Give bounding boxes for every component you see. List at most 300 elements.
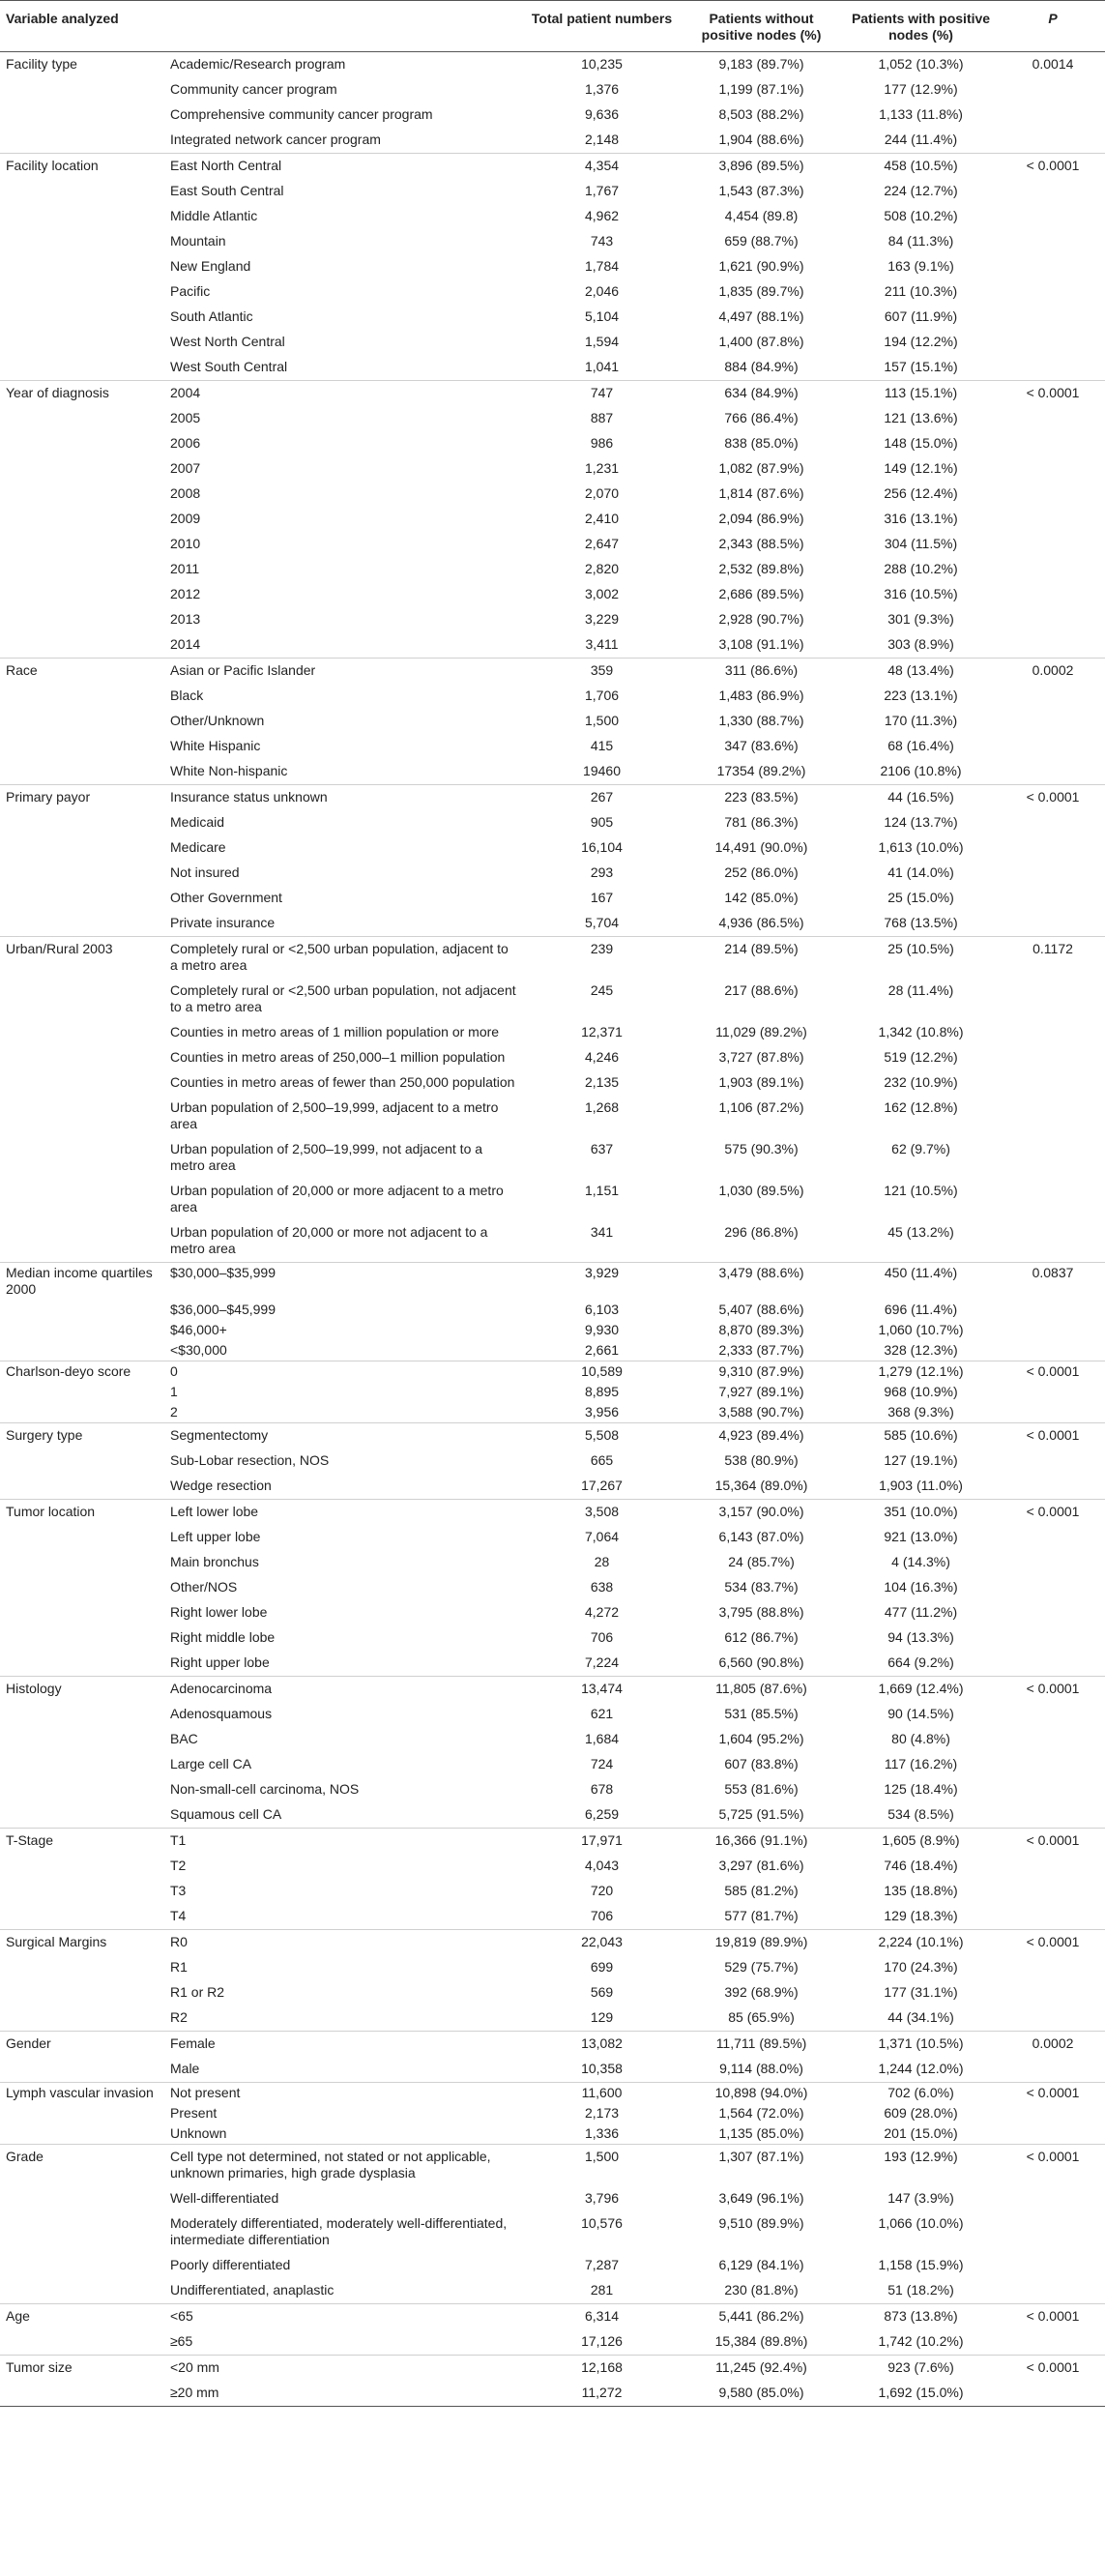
- without-cell: 4,497 (88.1%): [718, 308, 804, 324]
- table-header: [0, 1, 1105, 52]
- with-cell: 519 (12.2%): [884, 1049, 958, 1065]
- table-row: [0, 52, 1105, 78]
- without-cell: 1,604 (95.2%): [718, 1731, 804, 1746]
- variable-label: Facility type: [6, 56, 77, 72]
- category-label: Cell type not determined, not stated or not applicable, unknown primaries, high grade dysplasia: [164, 2145, 522, 2187]
- variable-label: Surgical Margins: [0, 1930, 164, 1956]
- without-cell: 214 (89.5%): [682, 937, 841, 980]
- total-cell: 2,647: [584, 536, 620, 551]
- total-cell: 2,173: [584, 2105, 620, 2121]
- variable-label: Gender: [0, 2032, 164, 2058]
- without-cell: 3,727 (87.8%): [718, 1049, 804, 1065]
- without-cell: 142 (85.0%): [724, 890, 799, 905]
- p-value-empty: [1001, 2057, 1105, 2083]
- without-cell: 296 (86.8%): [724, 1224, 799, 1240]
- total-cell: 1,151: [584, 1183, 620, 1198]
- total-cell: 17,126: [581, 2333, 623, 2349]
- category-label: Sub-Lobar resection, NOS: [170, 1452, 330, 1468]
- variable-label-empty: [0, 532, 164, 557]
- without-cell: 1,543 (87.3%): [718, 183, 804, 198]
- with-cell: 68 (16.4%): [887, 738, 954, 753]
- variable-label-empty: [0, 1651, 164, 1677]
- category-label: Wedge resection: [170, 1478, 272, 1493]
- total-cell: 678: [590, 1781, 614, 1797]
- with-cell: 1,742 (10.2%): [878, 2333, 964, 2349]
- total-cell: 4,246: [584, 1049, 620, 1065]
- p-value-empty: [1001, 709, 1105, 734]
- with-cell: 1,669 (12.4%): [841, 1677, 1001, 1703]
- variable-label-empty: [0, 330, 164, 355]
- total-cell: 10,235: [581, 56, 623, 72]
- p-value: < 0.0001: [1001, 2356, 1105, 2382]
- p-value-empty: [1001, 254, 1105, 279]
- table-row: [0, 911, 1105, 937]
- category-label: 2013: [170, 611, 201, 627]
- category-label: 1: [170, 1384, 178, 1399]
- category-label: Urban population of 2,500–19,999, not adjacent to a metro area: [170, 1141, 483, 1173]
- total-cell: 2,820: [584, 561, 620, 576]
- table-row: [0, 330, 1105, 355]
- table-row: [0, 2356, 1105, 2382]
- without-cell: 19,819 (89.9%): [682, 1930, 841, 1956]
- without-cell: 2,928 (90.7%): [718, 611, 804, 627]
- total-cell: 5,704: [584, 915, 620, 930]
- with-cell: 303 (8.9%): [887, 636, 954, 652]
- without-cell: 10,898 (94.0%): [682, 2083, 841, 2104]
- variable-label: Tumor location: [0, 1500, 164, 1526]
- table-row: [0, 1263, 1105, 1301]
- variable-label-empty: [0, 911, 164, 937]
- table-row: [0, 1904, 1105, 1930]
- total-cell: 637: [590, 1141, 614, 1156]
- total-cell: 3,229: [584, 611, 620, 627]
- table-row: [0, 785, 1105, 811]
- without-cell: 1,814 (87.6%): [718, 485, 804, 501]
- variable-label-empty: [0, 1955, 164, 1980]
- without-cell: 838 (85.0%): [724, 435, 799, 451]
- with-cell: 702 (6.0%): [841, 2083, 1001, 2104]
- header-p: P: [1001, 1, 1105, 52]
- table-row: [0, 1382, 1105, 1402]
- category-label: Right lower lobe: [170, 1604, 268, 1620]
- p-value-empty: [1001, 1980, 1105, 2005]
- table-row: [0, 1802, 1105, 1829]
- category-label: Male: [170, 2061, 200, 2076]
- without-cell: 6,560 (90.8%): [718, 1654, 804, 1670]
- variable-label-empty: [0, 179, 164, 204]
- without-cell: 392 (68.9%): [724, 1984, 799, 2000]
- total-cell: 2,148: [584, 132, 620, 147]
- table-row: [0, 456, 1105, 482]
- variable-label-empty: [0, 355, 164, 381]
- without-cell: 1,135 (85.0%): [718, 2125, 804, 2141]
- category-label: 2014: [170, 636, 201, 652]
- with-cell: 746 (18.4%): [884, 1858, 958, 1873]
- without-cell: 1,904 (88.6%): [718, 132, 804, 147]
- total-cell: 7,287: [584, 2257, 620, 2272]
- table-row: [0, 557, 1105, 582]
- without-cell: 11,029 (89.2%): [715, 1024, 807, 1039]
- total-cell: 3,002: [584, 586, 620, 601]
- total-cell: 9,930: [584, 1322, 620, 1337]
- variable-label-empty: [0, 456, 164, 482]
- table-row: [0, 279, 1105, 305]
- variable-label-empty: [0, 254, 164, 279]
- category-label: R1: [170, 1959, 188, 1975]
- p-value-empty: [1001, 1600, 1105, 1625]
- total-cell: 8,895: [584, 1384, 620, 1399]
- variable-label-empty: [0, 1474, 164, 1500]
- category-label: Pacific: [170, 283, 211, 299]
- p-value-empty: [1001, 1727, 1105, 1752]
- table-row: [0, 2329, 1105, 2356]
- variable-label-empty: [0, 507, 164, 532]
- category-label: New England: [170, 258, 251, 274]
- p-value-empty: [1001, 77, 1105, 102]
- with-cell: 163 (9.1%): [887, 258, 954, 274]
- variable-label-empty: [0, 2329, 164, 2356]
- without-cell: 529 (75.7%): [724, 1959, 799, 1975]
- p-value-empty: [1001, 1702, 1105, 1727]
- with-cell: 923 (7.6%): [841, 2356, 1001, 2382]
- table-row: [0, 607, 1105, 632]
- without-cell: 252 (86.0%): [724, 864, 799, 880]
- without-cell: 3,157 (90.0%): [682, 1500, 841, 1526]
- with-cell: 607 (11.9%): [884, 308, 958, 324]
- p-value-empty: [1001, 2005, 1105, 2032]
- p-value: < 0.0001: [1001, 1361, 1105, 1383]
- category-label: R1 or R2: [170, 1984, 225, 2000]
- table-row: [0, 1829, 1105, 1855]
- variable-label-empty: [0, 1045, 164, 1070]
- table-row: [0, 1045, 1105, 1070]
- with-cell: 193 (12.9%): [841, 2145, 1001, 2187]
- total-cell: 1,268: [584, 1099, 620, 1115]
- variable-label-empty: [0, 2123, 164, 2145]
- table-body: [0, 52, 1105, 2407]
- without-cell: 5,441 (86.2%): [682, 2304, 841, 2330]
- table-row: [0, 154, 1105, 180]
- category-label: Completely rural or <2,500 urban population, not adjacent to a metro area: [170, 982, 516, 1014]
- category-label: Large cell CA: [170, 1756, 252, 1771]
- p-value-empty: [1001, 1777, 1105, 1802]
- table-row: [0, 1474, 1105, 1500]
- without-cell: 3,649 (96.1%): [718, 2190, 804, 2206]
- total-cell: 743: [590, 233, 614, 249]
- with-cell: 664 (9.2%): [887, 1654, 954, 1670]
- p-value-empty: [1001, 102, 1105, 128]
- p-value-empty: [1001, 759, 1105, 785]
- with-cell: 1,052 (10.3%): [878, 56, 964, 72]
- p-value-empty: [1001, 1575, 1105, 1600]
- category-label: Comprehensive community cancer program: [170, 106, 433, 122]
- table-row: [0, 684, 1105, 709]
- p-value-empty: [1001, 2381, 1105, 2407]
- category-label: Left lower lobe: [164, 1500, 522, 1526]
- category-label: White Hispanic: [170, 738, 261, 753]
- category-label: Counties in metro areas of fewer than 250,000 population: [170, 1074, 515, 1090]
- without-cell: 1,835 (89.7%): [718, 283, 804, 299]
- category-label: Completely rural or <2,500 urban population, adjacent to a metro area: [164, 937, 522, 980]
- p-value-empty: [1001, 279, 1105, 305]
- p-value-empty: [1001, 1879, 1105, 1904]
- table-row: [0, 1402, 1105, 1423]
- variable-label-empty: [0, 1179, 164, 1220]
- with-cell: 301 (9.3%): [887, 611, 954, 627]
- with-cell: 368 (9.3%): [887, 1404, 954, 1420]
- with-cell: 45 (13.2%): [887, 1224, 954, 1240]
- with-cell: 121 (13.6%): [884, 410, 958, 425]
- p-value: < 0.0001: [1001, 1423, 1105, 1449]
- p-value: 0.0002: [1001, 2032, 1105, 2058]
- total-cell: 986: [590, 435, 614, 451]
- p-value-empty: [1001, 979, 1105, 1020]
- without-cell: 6,143 (87.0%): [718, 1529, 804, 1544]
- table-row: [0, 1361, 1105, 1383]
- total-cell: 12,168: [522, 2356, 682, 2382]
- category-label: East South Central: [170, 183, 284, 198]
- without-cell: 5,725 (91.5%): [718, 1806, 804, 1822]
- with-cell: 194 (12.2%): [884, 334, 958, 349]
- p-value: 0.0014: [1032, 56, 1074, 72]
- total-cell: 28: [594, 1554, 610, 1569]
- total-cell: 13,474: [522, 1677, 682, 1703]
- variable-label-empty: [0, 2103, 164, 2123]
- variable-label-empty: [0, 1137, 164, 1179]
- with-cell: 62 (9.7%): [891, 1141, 950, 1156]
- variable-label-empty: [0, 1070, 164, 1096]
- total-cell: 7,064: [584, 1529, 620, 1544]
- variable-label-empty: [0, 886, 164, 911]
- table-row: [0, 1449, 1105, 1474]
- total-cell: 3,796: [584, 2190, 620, 2206]
- table-row: [0, 2103, 1105, 2123]
- without-cell: 575 (90.3%): [724, 1141, 799, 1156]
- variable-label: T-Stage: [0, 1829, 164, 1855]
- variable-label-empty: [0, 2253, 164, 2278]
- without-cell: 1,621 (90.9%): [718, 258, 804, 274]
- without-cell: 1,903 (89.1%): [718, 1074, 804, 1090]
- total-cell: 6,314: [522, 2304, 682, 2330]
- category-label: Adenosquamous: [170, 1706, 273, 1721]
- total-cell: 6,259: [584, 1806, 620, 1822]
- p-value-empty: [1001, 607, 1105, 632]
- table-row: [0, 1575, 1105, 1600]
- without-cell: 1,483 (86.9%): [718, 688, 804, 703]
- total-cell: 3,508: [522, 1500, 682, 1526]
- without-cell: 2,094 (86.9%): [718, 511, 804, 526]
- without-cell: 16,366 (91.1%): [682, 1829, 841, 1855]
- header-variable: Variable analyzed: [0, 1, 522, 52]
- table-row: [0, 2186, 1105, 2211]
- p-value-empty: [1001, 1340, 1105, 1361]
- total-cell: 341: [590, 1224, 614, 1240]
- category-label: $46,000+: [170, 1322, 227, 1337]
- total-cell: 9,636: [584, 106, 620, 122]
- without-cell: 15,364 (89.0%): [714, 1478, 808, 1493]
- variable-label-empty: [0, 1879, 164, 1904]
- variable-label-empty: [0, 1525, 164, 1550]
- category-label: Counties in metro areas of 1 million population or more: [170, 1024, 500, 1039]
- with-cell: 149 (12.1%): [884, 460, 958, 476]
- total-cell: 2,070: [584, 485, 620, 501]
- category-label: 2005: [170, 410, 201, 425]
- table-row: [0, 861, 1105, 886]
- category-label: Non-small-cell carcinoma, NOS: [170, 1781, 360, 1797]
- table-row: [0, 582, 1105, 607]
- table-row: [0, 1752, 1105, 1777]
- with-cell: 921 (13.0%): [884, 1529, 958, 1544]
- with-cell: 1,605 (8.9%): [841, 1829, 1001, 1855]
- total-cell: 13,082: [522, 2032, 682, 2058]
- category-label: Medicaid: [170, 814, 225, 830]
- category-label: ≥65: [170, 2333, 193, 2349]
- without-cell: 3,896 (89.5%): [682, 154, 841, 180]
- variable-label-empty: [0, 1980, 164, 2005]
- without-cell: 217 (88.6%): [724, 982, 799, 998]
- with-cell: 1,244 (12.0%): [878, 2061, 964, 2076]
- p-value-empty: [1001, 1525, 1105, 1550]
- with-cell: 44 (34.1%): [887, 2009, 954, 2025]
- total-cell: 747: [522, 381, 682, 407]
- variable-label-empty: [0, 759, 164, 785]
- with-cell: 162 (12.8%): [884, 1099, 958, 1115]
- without-cell: 538 (80.9%): [724, 1452, 799, 1468]
- table-row: [0, 2083, 1105, 2104]
- category-label: 2011: [170, 561, 200, 576]
- p-value-empty: [1001, 355, 1105, 381]
- table-row: [0, 128, 1105, 154]
- with-cell: 458 (10.5%): [841, 154, 1001, 180]
- variable-label-empty: [0, 2186, 164, 2211]
- total-cell: 281: [590, 2282, 614, 2298]
- with-cell: 316 (13.1%): [884, 511, 958, 526]
- total-cell: 10,589: [522, 1361, 682, 1383]
- category-label: Integrated network cancer program: [170, 132, 381, 147]
- table-row: [0, 1423, 1105, 1449]
- category-label: Medicare: [170, 839, 226, 855]
- total-cell: 17,267: [581, 1478, 623, 1493]
- with-cell: 148 (15.0%): [884, 435, 958, 451]
- without-cell: 2,333 (87.7%): [718, 1342, 804, 1358]
- total-cell: 16,104: [581, 839, 623, 855]
- total-cell: 359: [522, 659, 682, 685]
- category-label: Other Government: [170, 890, 282, 905]
- p-value-empty: [1001, 507, 1105, 532]
- total-cell: 19460: [583, 763, 621, 778]
- with-cell: 968 (10.9%): [884, 1384, 958, 1399]
- with-cell: 696 (11.4%): [884, 1302, 958, 1317]
- total-cell: 665: [590, 1452, 614, 1468]
- p-value: 0.0002: [1001, 659, 1105, 685]
- with-cell: 129 (18.3%): [884, 1908, 958, 1923]
- with-cell: 232 (10.9%): [884, 1074, 958, 1090]
- without-cell: 3,108 (91.1%): [718, 636, 804, 652]
- p-value-empty: [1001, 456, 1105, 482]
- without-cell: 766 (86.4%): [724, 410, 799, 425]
- category-label: West North Central: [170, 334, 285, 349]
- variable-label-empty: [0, 1575, 164, 1600]
- p-value: 0.1172: [1001, 937, 1105, 980]
- p-value-empty: [1001, 406, 1105, 431]
- category-label: Middle Atlantic: [170, 208, 258, 223]
- table-row: [0, 2057, 1105, 2083]
- with-cell: 873 (13.8%): [841, 2304, 1001, 2330]
- p-value-empty: [1001, 305, 1105, 330]
- variable-label-empty: [0, 102, 164, 128]
- category-label: Urban population of 20,000 or more adjacent to a metro area: [170, 1183, 504, 1215]
- total-cell: 3,956: [584, 1404, 620, 1420]
- table-row: [0, 1600, 1105, 1625]
- without-cell: 311 (86.6%): [682, 659, 841, 685]
- category-label: Not present: [164, 2083, 522, 2104]
- without-cell: 9,183 (89.7%): [718, 56, 804, 72]
- variable-label-empty: [0, 1320, 164, 1340]
- with-cell: 25 (10.5%): [841, 937, 1001, 980]
- total-cell: 17,971: [522, 1829, 682, 1855]
- without-cell: 2,532 (89.8%): [718, 561, 804, 576]
- variable-label-empty: [0, 1702, 164, 1727]
- category-label: Present: [170, 2105, 218, 2121]
- total-cell: 239: [522, 937, 682, 980]
- p-value-empty: [1001, 1802, 1105, 1829]
- p-value-empty: [1001, 1651, 1105, 1677]
- variable-label-empty: [0, 482, 164, 507]
- p-value-empty: [1001, 557, 1105, 582]
- total-cell: 724: [590, 1756, 614, 1771]
- without-cell: 85 (65.9%): [728, 2009, 795, 2025]
- category-label: 2007: [170, 460, 201, 476]
- with-cell: 244 (11.4%): [884, 132, 958, 147]
- variable-label-empty: [0, 128, 164, 154]
- p-value-empty: [1001, 431, 1105, 456]
- table-row: [0, 381, 1105, 407]
- variable-label-empty: [0, 2278, 164, 2304]
- table-row: [0, 1300, 1105, 1320]
- category-label: 2009: [170, 511, 201, 526]
- p-value-empty: [1001, 179, 1105, 204]
- variable-label-empty: [0, 229, 164, 254]
- without-cell: 347 (83.6%): [724, 738, 799, 753]
- p-value-empty: [1001, 911, 1105, 937]
- with-cell: 1,066 (10.0%): [878, 2215, 964, 2231]
- with-cell: 44 (16.5%): [841, 785, 1001, 811]
- p-value-empty: [1001, 1096, 1105, 1137]
- category-label: Urban population of 2,500–19,999, adjacent to a metro area: [170, 1099, 499, 1131]
- without-cell: 3,795 (88.8%): [718, 1604, 804, 1620]
- without-cell: 1,106 (87.2%): [718, 1099, 804, 1115]
- p-value-empty: [1001, 1137, 1105, 1179]
- variable-label-empty: [0, 1300, 164, 1320]
- total-cell: 11,272: [522, 2381, 682, 2407]
- table-row: [0, 2145, 1105, 2187]
- total-cell: 3,929: [522, 1263, 682, 1301]
- variable-label-empty: [0, 810, 164, 835]
- total-cell: 4,043: [584, 1858, 620, 1873]
- category-label: Black: [170, 688, 204, 703]
- without-cell: 553 (81.6%): [724, 1781, 799, 1797]
- table-row: [0, 1550, 1105, 1575]
- variable-label-empty: [0, 1727, 164, 1752]
- without-cell: 11,245 (92.4%): [682, 2356, 841, 2382]
- total-cell: 1,706: [584, 688, 620, 703]
- total-cell: 621: [590, 1706, 614, 1721]
- without-cell: 11,805 (87.6%): [682, 1677, 841, 1703]
- p-value: 0.0837: [1001, 1263, 1105, 1301]
- p-value-empty: [1001, 1854, 1105, 1879]
- without-cell: 884 (84.9%): [724, 359, 799, 374]
- without-cell: 14,491 (90.0%): [714, 839, 808, 855]
